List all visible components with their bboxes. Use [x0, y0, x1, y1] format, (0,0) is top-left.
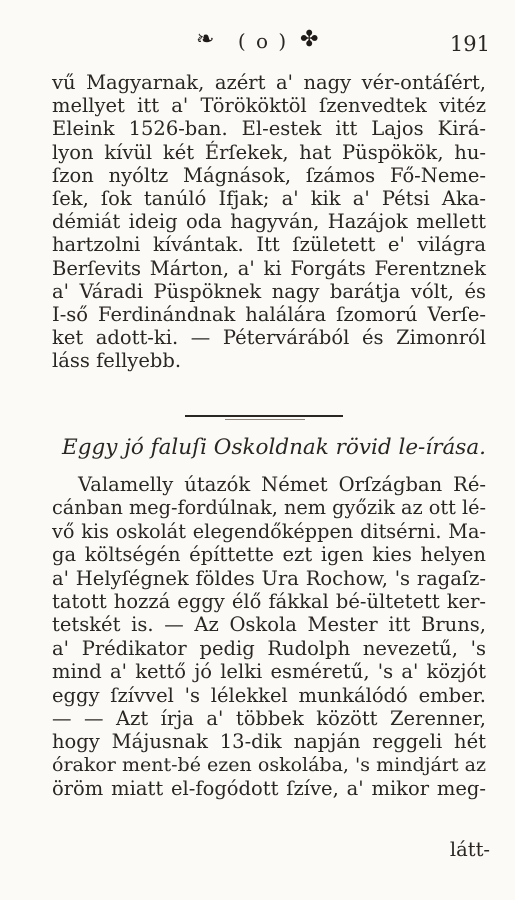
page-number: 191 — [449, 32, 490, 56]
text-line: ket adott-ki. — Pétervárából és Zimonról — [52, 326, 486, 350]
text-line: — — Azt írja a' többek között Zerenner, — [52, 706, 486, 730]
catchword: látt- — [449, 838, 490, 861]
text-line: mellyet itt a' Törököktöl ſzenvedtek vitéz — [52, 94, 486, 118]
text-line: láss fellyebb. — [52, 349, 182, 373]
fleuron-ornament-left: ❧ — [196, 27, 215, 52]
header-mark: ( o ) — [237, 29, 289, 53]
text-line: démiát ideig oda hagyván, Hazájok mellett — [52, 210, 486, 234]
text-line: a' Helyſégnek földes Ura Rochow, 's ragaſz- — [52, 566, 486, 590]
text-line: lyon kívül két Érſekek, hat Püspökök, hu- — [52, 140, 486, 164]
text-line: eggy ſzívvel 's lélekkel munkálódó ember. — [52, 683, 486, 707]
text-line: ſek, ſok tanúló Ifjak; a' kik a' Pétsi Aka- — [52, 186, 486, 210]
text-line: Valamelly útazók Német Orſzágban Ré- — [78, 473, 486, 496]
text-line: a' Váradi Püspöknek nagy barátja vólt, és — [52, 279, 486, 303]
text-line: órakor ment-bé ezen oskolába, 's mindjárt az — [52, 753, 486, 776]
text-line: Eleink 1526-ban. El-estek itt Lajos Kirá- — [52, 117, 486, 141]
text-line: vű Magyarnak, azért a' nagy vér-ontáſért, — [52, 71, 486, 94]
text-line: hogy Májusnak 13-dik napján reggeli hét — [52, 730, 486, 754]
text-line: cánban meg-fordúlnak, nem győzik az ott lé- — [52, 496, 487, 520]
text-line: öröm miatt el-fogódott ſzíve, a' mikor meg- — [52, 777, 486, 801]
text-line: Berſevits Márton, a' ki Forgáts Ferentznek — [52, 256, 486, 280]
fleuron-ornament-right: ✤ — [300, 27, 319, 52]
section-heading: Eggy jó faluſi Oskoldnak rövid le-írása. — [62, 435, 486, 460]
paragraph-1 — [52, 71, 486, 372]
running-header — [0, 22, 515, 62]
paragraph-2 — [52, 473, 486, 800]
text-line: ſzon nyóltz Mágnások, ſzámos Fő-Neme- — [52, 163, 486, 187]
text-line: I-ső Ferdinándnak halálára ſzomorú Verſe- — [52, 302, 486, 326]
text-line: mind a' kettő jó lelki esméretű, 's a' közjót — [52, 660, 486, 684]
text-line: tatott hozzá eggy élő fákkal bé-ültetett ker- — [52, 589, 486, 613]
text-line: hartzolni kívántak. Itt ſzületett e' világra — [52, 233, 486, 257]
text-line: ga költségén építtette ezt igen kies helyen — [52, 543, 486, 567]
text-line: vő kis oskolát elegendőképpen ditsérni. Ma- — [52, 519, 486, 543]
text-line: tetskét is. — Az Oskola Mester itt Bruns, — [52, 613, 486, 637]
text-line: a' Prédikator pedig Rudolph nevezetű, 's — [52, 636, 486, 660]
section-divider-stroke — [225, 419, 305, 420]
section-divider-rule — [185, 415, 343, 417]
